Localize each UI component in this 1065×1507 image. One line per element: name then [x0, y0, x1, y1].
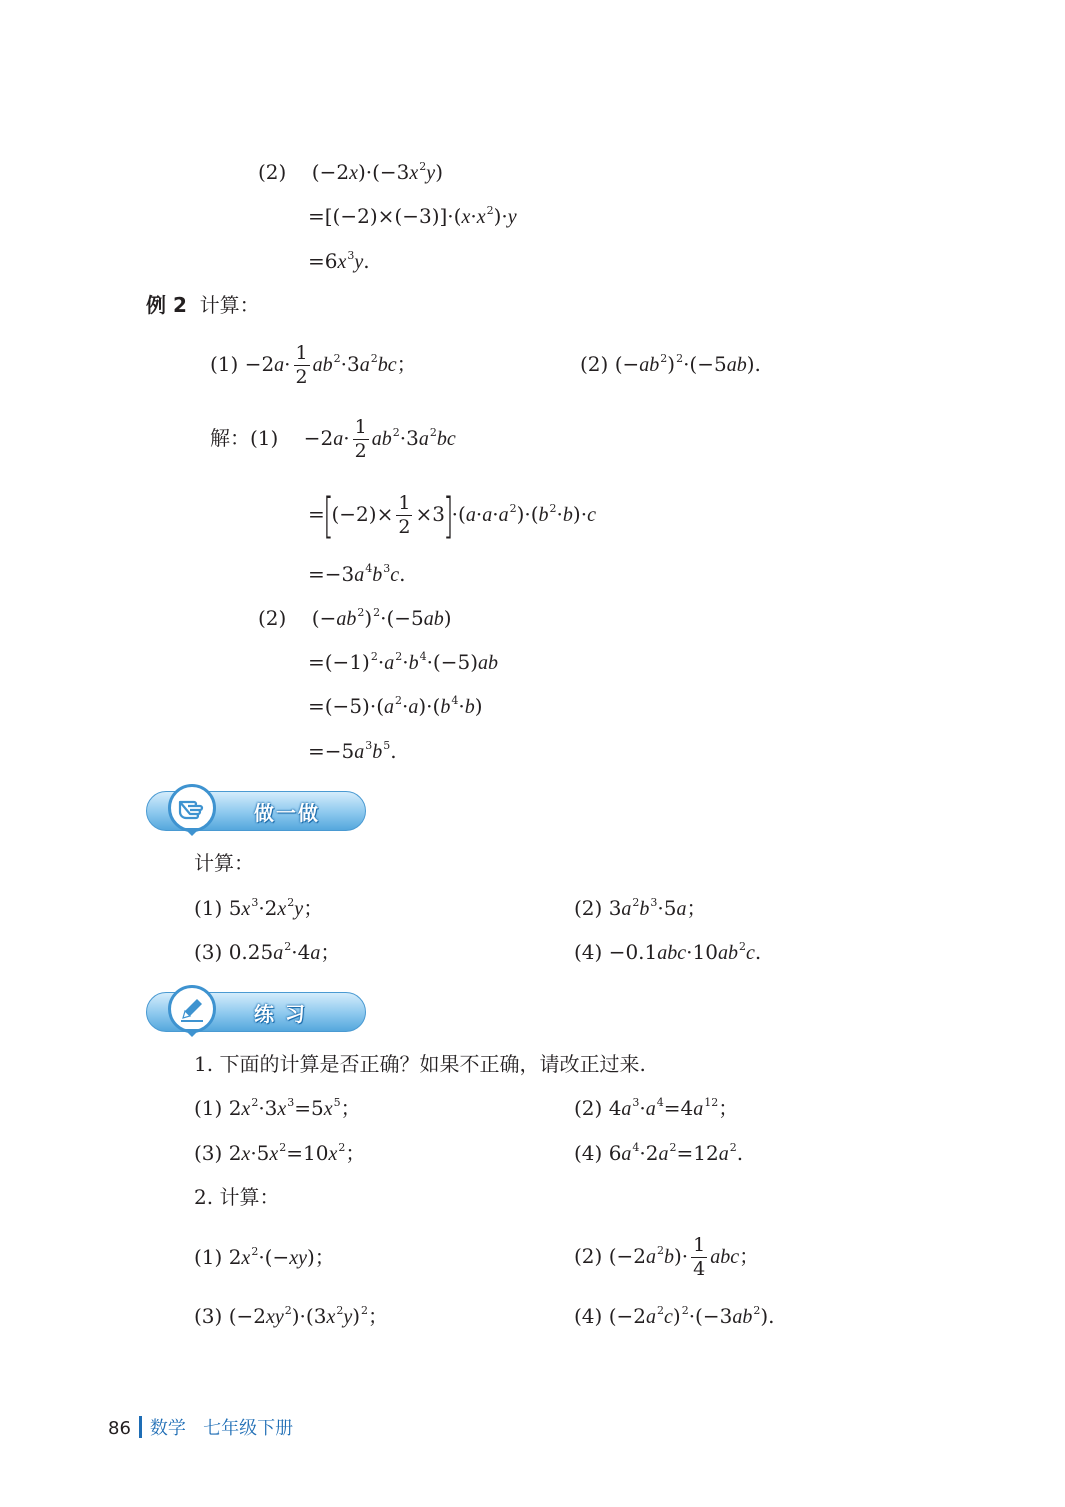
exercise-item: (3) $(-2xy^2)\cdot(3x^2y)^2$；: [194, 1304, 389, 1328]
example-heading: [146, 291, 260, 319]
exercise-item: (2) $3a^2b^3\cdot 5a$；: [574, 896, 707, 920]
step-line: $=-5a^3b^5$.: [308, 739, 397, 763]
solution-label: 解：(1): [210, 426, 279, 450]
banner-title: 练 习: [254, 1002, 307, 1026]
part2-start: (2) $(-2x)\cdot(-3x^2y)$: [258, 160, 443, 184]
part2-label: (2): [258, 160, 287, 184]
example-label: 例 2: [146, 293, 187, 317]
step-line: $=(-1)^2\cdot a^2\cdot b^4\cdot(-5)ab$: [308, 650, 499, 674]
do-instruction: 计算：: [194, 851, 254, 875]
example-problem-1: (1) −2a· $\frac{1}{2}$ $ab^2\cdot 3a^2bc$；: [210, 342, 417, 388]
exercise-item: (3) $2x\cdot 5x^2=10x^2$；: [194, 1141, 366, 1165]
try-it-banner: [146, 787, 366, 833]
banner-title: 做一做: [254, 801, 320, 825]
exercise-item: (1) $5x^3\cdot 2x^2y$；: [194, 896, 324, 920]
exercise-item: $(4) -0.1abc\cdot 10ab^2c$.: [574, 940, 762, 964]
exercise-item: (1) $2x^2\cdot 3x^3=5x^5$；: [194, 1096, 361, 1120]
exercise-item: (4) $6a^4\cdot 2a^2=12a^2$.: [574, 1141, 744, 1165]
step-line: $=-3a^4b^3c$.: [308, 562, 406, 586]
exercise-item: (3) $0.25a^2\cdot 4a$；: [194, 940, 341, 964]
fraction: $\frac{1}{4}$: [693, 1234, 706, 1280]
pointing-hand-icon: [168, 784, 216, 832]
page-footer: [108, 1414, 293, 1440]
footer-divider: [139, 1416, 142, 1438]
step-line: =[(−2)× $\frac{1}{2}$ $\times 3]\cdot(a\cdot a\cdot a^2)\cdot(b^2\cdot b)\cdot c$: [308, 487, 596, 544]
question-2: 2. 计算：: [194, 1185, 280, 1209]
footer-subject: 数学: [149, 1418, 186, 1439]
step-line: $=(-5)\cdot(a^2\cdot a)\cdot(b^4\cdot b)$: [308, 694, 483, 718]
step-line: $=6x^3y$.: [308, 249, 370, 273]
exercise-item: (4) $(-2a^2c)^2\cdot(-3ab^2)$.: [574, 1304, 775, 1328]
question-1: 1. 下面的计算是否正确？如果不正确，请改正过来.: [194, 1052, 646, 1076]
solution-1-start: 解：(1) −2a· $\frac{1}{2}$ $ab^2\cdot 3a^2bc$: [210, 416, 456, 462]
step-line: $=[(-2)\times(-3)]\cdot(x\cdot x^2)\cdot y$: [308, 204, 517, 228]
fraction: $\frac{1}{2}$: [295, 342, 308, 388]
footer-grade: 七年级下册: [203, 1418, 294, 1439]
fraction: $\frac{1}{2}$: [354, 416, 367, 462]
pencil-icon: [168, 985, 216, 1033]
exercise-item: (2) $4a^3\cdot a^4=4a^{12}$；: [574, 1096, 739, 1120]
example-problem-2: (2) $(-ab^2)^2\cdot(-5ab)$.: [580, 352, 761, 376]
example-instruction: 计算：: [199, 293, 260, 317]
fraction: $\frac{1}{2}$: [398, 492, 411, 538]
practice-banner: [146, 988, 366, 1034]
solution-2-start: (2) $(-ab^2)^2\cdot(-5ab)$: [258, 606, 452, 630]
page-number: 86: [108, 1418, 131, 1439]
exercise-item: (1) $2x^2\cdot(-xy)$；: [194, 1245, 335, 1269]
exercise-item: (2) $(-2a^2b)\cdot$ $\frac{1}{4}$ abc；: [574, 1234, 760, 1280]
